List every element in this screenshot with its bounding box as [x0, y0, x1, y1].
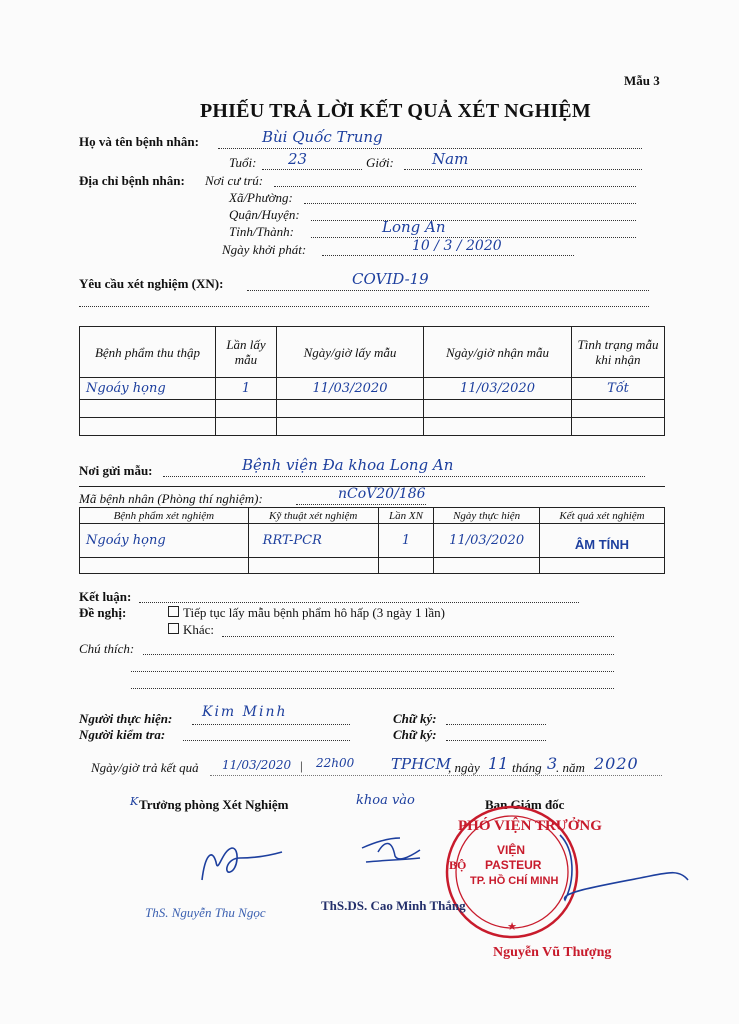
note-label: Chú thích: — [79, 641, 135, 656]
sample-cell: Ngoáy họng — [80, 378, 216, 400]
gender-value: Nam — [432, 150, 469, 168]
result-header: Ngày thực hiện — [434, 508, 540, 524]
performer-sign-label: Chữ ký: — [393, 711, 437, 726]
sample-cell: 1 — [216, 378, 277, 400]
gender-label: Giới: — [366, 155, 394, 170]
dept-name: ThS.DS. Cao Minh Thắng — [321, 898, 466, 913]
return-date-value: 11/03/2020 — [222, 758, 292, 772]
recommend-option-2-label: Khác: — [183, 622, 215, 637]
sender-label: Nơi gửi mẫu: — [79, 463, 153, 478]
checker-sign-label: Chữ ký: — [393, 727, 437, 742]
stamp-line-3: TP. HỒ CHÍ MINH — [470, 875, 559, 887]
sample-header: Lần lấy mẫu — [216, 327, 277, 378]
request-label: Yêu cầu xét nghiệm (XN): — [79, 276, 224, 291]
result-value: ÂM TÍNH — [539, 524, 664, 558]
return-year: 2020 — [594, 754, 639, 773]
return-place: TPHCM — [391, 755, 452, 773]
result-header: Bệnh phẩm xét nghiệm — [80, 508, 249, 524]
director-position: PHÓ VIỆN TRƯỞNG — [458, 818, 602, 834]
conclusion-label: Kết luận: — [79, 589, 132, 604]
sample-header: Ngày/giờ lấy mẫu — [277, 327, 424, 378]
result-header: Lần XN — [378, 508, 434, 524]
result-cell: Ngoáy họng — [80, 524, 249, 558]
age-value: 23 — [288, 150, 308, 168]
stamp-line-1: VIỆN — [497, 843, 526, 857]
result-header: Kết quả xét nghiệm — [539, 508, 664, 524]
recommend-label: Đề nghị: — [79, 605, 127, 620]
district-label: Quận/Huyện: — [229, 207, 300, 222]
return-nam: . năm — [556, 760, 585, 775]
residence-label: Nơi cư trú: — [205, 173, 264, 188]
performer-label: Người thực hiện: — [79, 711, 173, 726]
return-month: 3 — [547, 754, 558, 773]
ward-label: Xã/Phường: — [229, 190, 293, 205]
lab-head-title: Trưởng phòng Xét Nghiệm — [139, 797, 289, 812]
form-code: Mẫu 3 — [624, 73, 660, 88]
sample-cell: Tốt — [572, 378, 665, 400]
return-time-value: 22h00 — [316, 756, 355, 770]
patient-code-label: Mã bệnh nhân (Phòng thí nghiệm): — [79, 491, 263, 506]
stamp-letter: BỘ — [449, 858, 467, 872]
lab-head-name: ThS. Nguyễn Thu Ngọc — [145, 905, 266, 920]
director-name: Nguyễn Vũ Thượng — [493, 945, 612, 960]
onset-label: Ngày khởi phát: — [222, 242, 307, 257]
recommend-option-1-label: Tiếp tục lấy mẫu bệnh phẩm hô hấp (3 ngày 1 lần) — [183, 605, 445, 620]
result-cell: 1 — [378, 524, 434, 558]
return-ngay: , ngày — [448, 760, 480, 775]
signature-lab-head — [202, 848, 282, 880]
result-cell: RRT-PCR — [248, 524, 378, 558]
onset-value: 10 / 3 / 2020 — [412, 238, 502, 254]
result-cell: 11/03/2020 — [434, 524, 540, 558]
checker-label: Người kiểm tra: — [79, 727, 166, 742]
performer-value: Kim Minh — [202, 704, 288, 720]
age-label: Tuổi: — [229, 155, 257, 170]
signature-director — [560, 835, 688, 900]
request-value: COVID-19 — [352, 270, 429, 288]
sample-cell: 11/03/2020 — [424, 378, 572, 400]
sample-cell: 11/03/2020 — [277, 378, 424, 400]
dept-note: khoa vào — [356, 793, 415, 808]
director-title: Ban Giám đốc — [485, 797, 565, 812]
sample-header: Bệnh phẩm thu thập — [80, 327, 216, 378]
patient-name-label: Họ và tên bệnh nhân: — [79, 134, 199, 149]
return-date-label: Ngày/giờ trả kết quả — [91, 760, 199, 775]
return-day: 11 — [488, 754, 509, 773]
svg-text:★: ★ — [507, 921, 517, 933]
lab-head-mark: K — [130, 795, 139, 808]
address-label: Địa chỉ bệnh nhân: — [79, 173, 185, 188]
sender-value: Bệnh viện Đa khoa Long An — [242, 456, 454, 474]
province-value: Long An — [382, 218, 446, 236]
patient-code-value: nCoV20/186 — [338, 486, 426, 502]
signature-dept — [362, 838, 420, 862]
sample-header: Ngày/giờ nhận mẫu — [424, 327, 572, 378]
province-label: Tỉnh/Thành: — [229, 224, 295, 239]
patient-name-value: Bùi Quốc Trung — [262, 128, 383, 146]
page-title: PHIẾU TRẢ LỜI KẾT QUẢ XÉT NGHIỆM — [200, 100, 591, 122]
sample-header: Tình trạng mẫu khi nhận — [572, 327, 665, 378]
stamp-line-2: PASTEUR — [485, 858, 542, 872]
return-thang: tháng — [512, 760, 542, 775]
result-header: Kỹ thuật xét nghiệm — [248, 508, 378, 524]
